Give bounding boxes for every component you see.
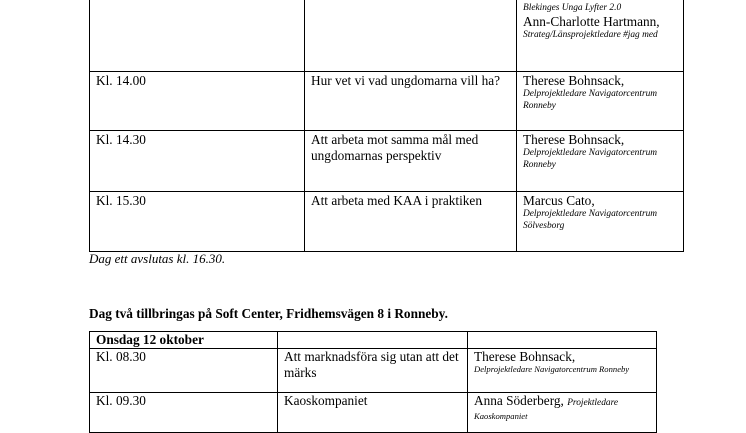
schedule-table-day2 bbox=[89, 331, 657, 433]
speaker-name bbox=[474, 393, 650, 411]
speaker-name: Therese Bohnsack, bbox=[474, 349, 576, 364]
speaker-name: Therese Bohnsack, bbox=[523, 73, 625, 88]
table-row bbox=[90, 349, 657, 393]
speaker-role: Delprojektledare Navigatorcentrum Ronneby bbox=[474, 364, 630, 374]
table-row bbox=[90, 72, 684, 131]
day1-closing-note: Dag ett avslutas kl. 16.30. bbox=[89, 251, 226, 266]
table-row bbox=[90, 192, 684, 252]
topic-cell: Kaoskompaniet bbox=[278, 393, 468, 433]
time-cell: Kl. 14.00 bbox=[90, 72, 305, 131]
time-cell: Kl. 15.30 bbox=[90, 192, 305, 252]
speaker-cell bbox=[517, 0, 684, 72]
day2-heading: Dag två tillbringas på Soft Center, Fridhemsvägen 8 i Ronneby. bbox=[89, 306, 448, 321]
table-header-empty bbox=[278, 332, 468, 349]
schedule-table-day1 bbox=[89, 0, 684, 252]
speaker-role: Delprojektledare Navigatorcentrum Ronneby bbox=[523, 148, 658, 170]
topic-cell bbox=[305, 0, 517, 72]
time-cell: Kl. 09.30 bbox=[90, 393, 278, 433]
speaker-cell bbox=[517, 131, 684, 192]
speaker-name: Ann-Charlotte Hartmann, bbox=[523, 14, 660, 29]
table-header-empty bbox=[468, 332, 657, 349]
topic-cell: Att arbeta mot samma mål med ungdomarnas perspektiv bbox=[305, 131, 517, 192]
speaker-cell bbox=[517, 72, 684, 131]
speaker-cell bbox=[468, 393, 657, 433]
table-row bbox=[90, 0, 684, 72]
topic-cell: Att marknadsföra sig utan att det märks bbox=[278, 349, 468, 393]
speaker-role: Delprojektledare Navigatorcentrum Sölvesborg bbox=[523, 209, 658, 231]
table-header-row bbox=[90, 332, 657, 349]
table-row bbox=[90, 131, 684, 192]
speaker-cell bbox=[517, 192, 684, 252]
topic-cell: Att arbeta med KAA i praktiken bbox=[305, 192, 517, 252]
time-cell: Kl. 08.30 bbox=[90, 349, 278, 393]
speaker-role: Delprojektledare Navigatorcentrum Ronneby bbox=[523, 89, 658, 111]
speaker-role: Kaoskompaniet bbox=[474, 411, 528, 421]
speaker-cell bbox=[468, 349, 657, 393]
topic-cell: Hur vet vi vad ungdomarna vill ha? bbox=[305, 72, 517, 131]
table-header-date: Onsdag 12 oktober bbox=[90, 332, 278, 349]
time-cell: Kl. 14.30 bbox=[90, 131, 305, 192]
speaker-name-text: Anna Söderberg, bbox=[474, 393, 564, 408]
speaker-name: Marcus Cato, bbox=[523, 193, 595, 208]
time-cell bbox=[90, 0, 305, 72]
table-row bbox=[90, 393, 657, 433]
speaker-role-inline: Projektledare bbox=[567, 398, 619, 408]
speaker-name: Therese Bohnsack, bbox=[523, 132, 625, 147]
speaker-role: Strateg/Länsprojektledare #jag med bbox=[523, 30, 658, 40]
speaker-role: Blekinges Unga Lyfter 2.0 bbox=[523, 3, 622, 13]
